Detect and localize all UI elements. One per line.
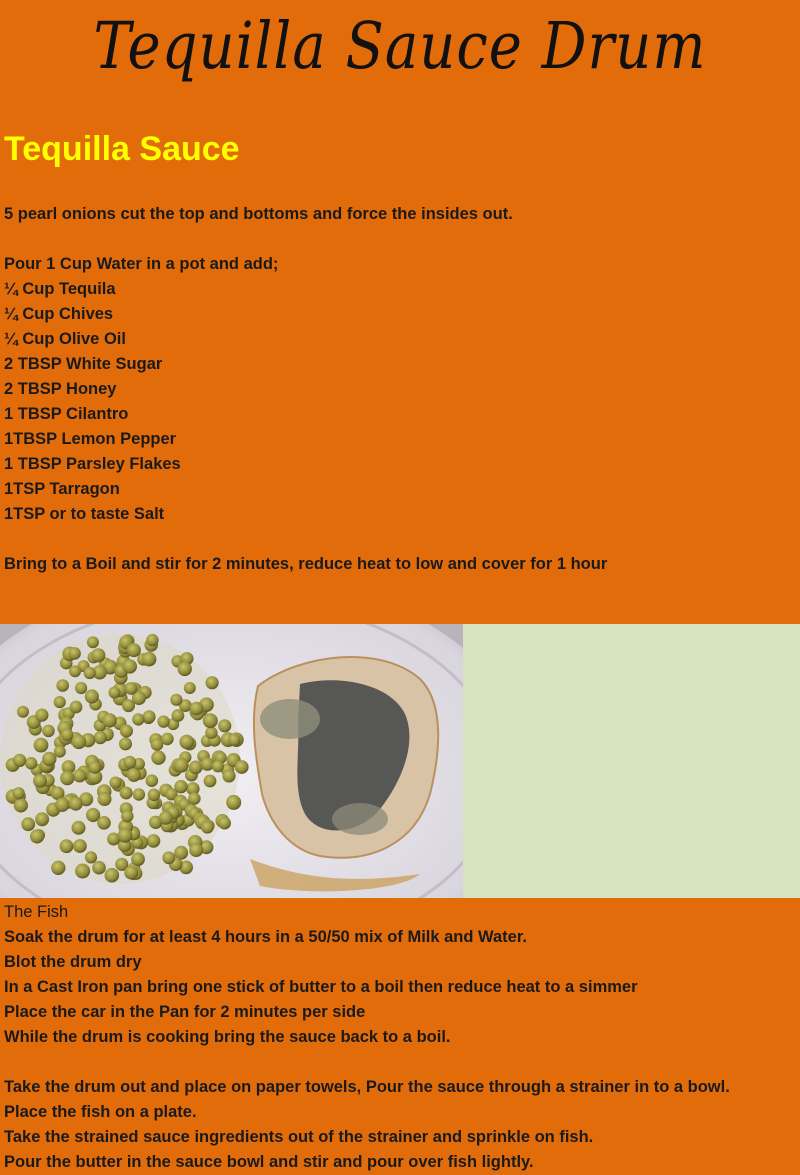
photo-row [0,624,800,898]
finish-step: Pour the butter in the sauce bowl and stir and pour over fish lightly. [4,1153,534,1171]
pea [12,787,24,799]
ingredient-item: ¼ Cup Tequila [4,280,116,298]
pea [34,738,49,753]
pea [203,713,218,728]
fish-step: Place the car in the Pan for 2 minutes per side [4,1003,366,1021]
ingredient-item: 1TSP or to taste Salt [4,505,165,523]
pea [85,689,99,703]
pea [204,775,217,788]
pea [162,851,175,864]
finish-step: Take the drum out and place on paper towels, Pour the sauce through a strainer in to a bowl. [4,1078,730,1096]
ingredient-item: 1TSP Tarragon [4,480,120,498]
pea [206,676,219,689]
finish-step: Place the fish on a plate. [4,1103,197,1121]
sauce-heading: Tequilla Sauce [4,130,240,168]
pea [69,665,81,677]
pea [189,843,203,857]
pea [61,729,73,741]
pea [35,709,48,722]
pea [35,812,49,826]
pea [190,702,204,716]
pea [120,724,133,737]
pea [42,752,56,766]
pea [98,792,112,806]
pea [205,727,217,739]
sauce-intro [4,202,513,227]
pea [131,852,145,866]
fish-section [4,900,638,1050]
pea [33,774,47,788]
pea [146,774,159,787]
pea [218,719,231,732]
pea [72,735,87,750]
page-title: Tequilla Sauce Drum [93,9,707,84]
plate-illustration [0,624,463,898]
pea [157,715,169,727]
pea [109,687,121,699]
pea [118,828,133,843]
pea [120,786,133,799]
pea [17,706,29,718]
pea [73,769,86,782]
ingredient-list [4,252,278,527]
pea [188,792,200,804]
pea [174,758,189,773]
pea [75,682,87,694]
pea [218,817,231,830]
pea [121,810,133,822]
pea [125,682,138,695]
pea [178,662,192,676]
pea [70,701,83,714]
pea [25,757,37,769]
fish-step: In a Cast Iron pan bring one stick of butter to a boil then reduce heat to a simmer [4,978,638,996]
pea [161,733,174,746]
pea [55,798,69,812]
pea [56,679,69,692]
pea [91,648,105,662]
ingredient-item: 1TBSP Lemon Pepper [4,430,177,448]
fish-step: Soak the drum for at least 4 hours in a 50/50 mix of Milk and Water. [4,928,527,946]
fish-step: Blot the drum dry [4,953,142,971]
pea [159,811,173,825]
pea [94,731,107,744]
pea [142,652,157,667]
pea [85,851,97,863]
pea [72,821,86,835]
pea [212,760,224,772]
pea [123,756,136,769]
pea [123,659,137,673]
pea [109,777,121,789]
boil-instruction [4,552,607,577]
pea [147,834,161,848]
boil-line: Bring to a Boil and stir for 2 minutes, reduce heat to low and cover for 1 hour [4,555,608,573]
pea [228,734,241,747]
pea [148,789,161,802]
ingredient-item: 1 TBSP Parsley Flakes [4,455,181,473]
pour-line: Pour 1 Cup Water in a pot and add; [4,255,279,273]
pea [14,798,28,812]
pea [51,861,65,875]
pea [179,735,194,750]
ingredient-item: ¼ Cup Olive Oil [4,330,126,348]
pea [184,682,196,694]
ingredient-item: ¼ Cup Chives [4,305,114,323]
pea [226,795,241,810]
pea [146,634,158,646]
pea [172,709,185,722]
ingredient-item: 2 TBSP Honey [4,380,117,398]
pea [60,839,74,853]
pea [84,667,96,679]
pea [124,866,138,880]
pea [105,868,120,883]
pea [235,760,249,774]
finish-step: Take the strained sauce ingredients out of the strainer and sprinkle on fish. [4,1128,594,1146]
pea [222,769,235,782]
fish-step: While the drum is cooking bring the sauce back to a boil. [4,1028,451,1046]
pea [30,829,44,843]
fish-heading: The Fish [4,903,69,921]
pea [92,861,106,875]
pea [60,771,74,785]
dish-photo [0,624,463,898]
pea [132,713,144,725]
intro-line: 5 pearl onions cut the top and bottoms and force the insides out. [4,205,513,223]
pea [119,737,132,750]
pea [201,821,214,834]
pea [133,788,145,800]
pea [87,636,99,648]
pea [69,797,83,811]
pea [54,696,66,708]
pea [151,751,165,765]
finish-section [4,1075,730,1175]
ingredient-item: 1 TBSP Cilantro [4,405,129,423]
pea [21,817,35,831]
pea [170,694,182,706]
pea [143,710,156,723]
pea [201,757,214,770]
pea [89,761,101,773]
pea [13,754,26,767]
ingredient-item: 2 TBSP White Sugar [4,355,163,373]
pea [127,643,141,657]
pea [189,761,203,775]
pea [73,839,87,853]
pea [97,816,111,830]
pea [68,647,81,660]
pea [42,725,55,738]
pea [75,864,90,879]
pea [174,780,187,793]
pea [102,713,117,728]
